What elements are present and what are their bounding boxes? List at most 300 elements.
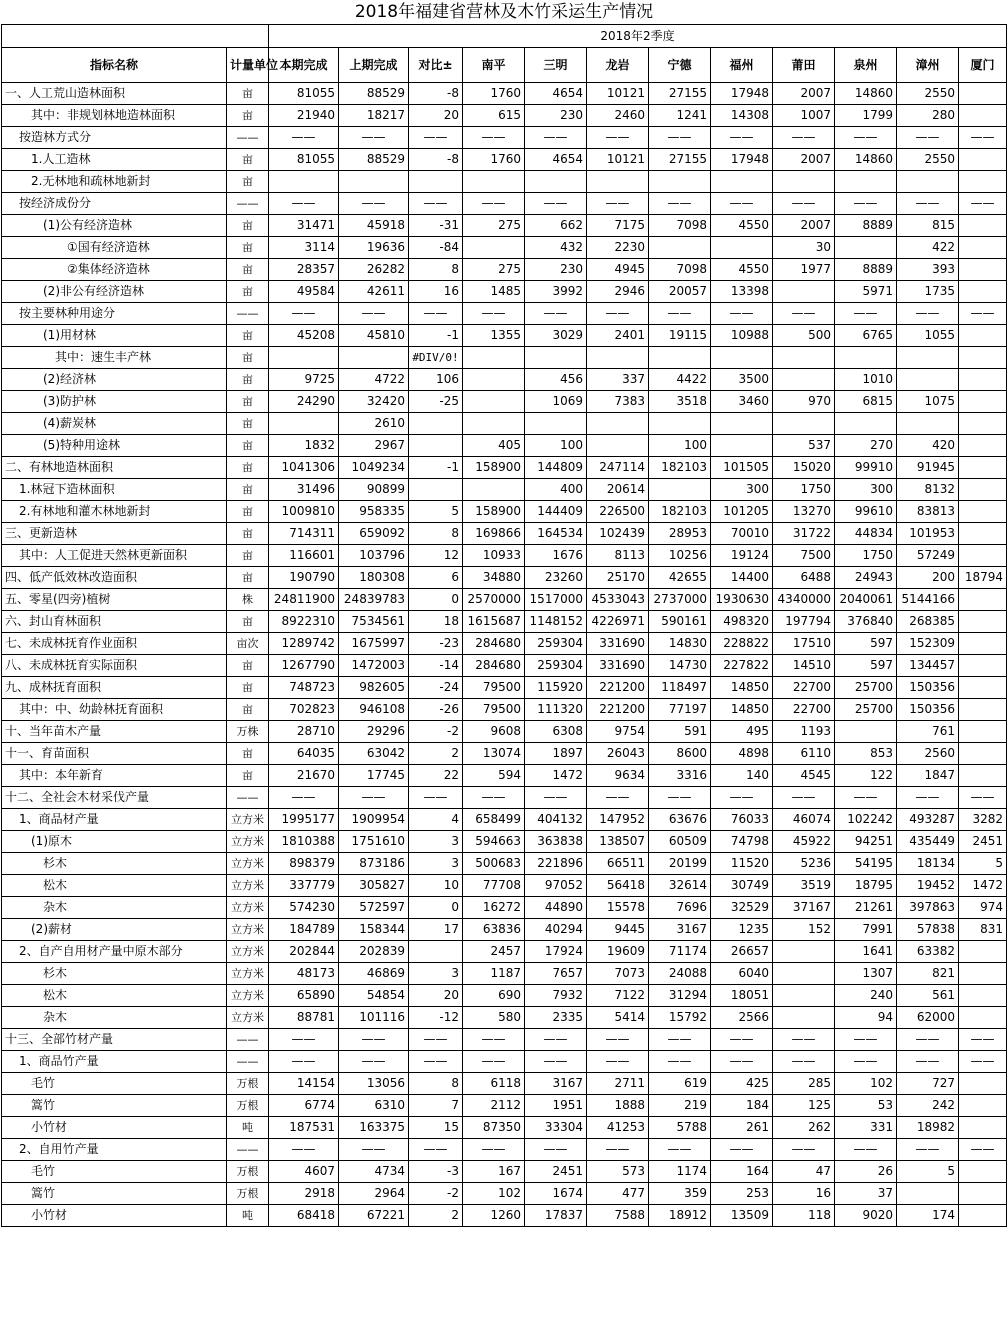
value-cell: 2566 bbox=[711, 1007, 773, 1029]
value-cell: 221200 bbox=[587, 677, 649, 699]
value-cell: 40294 bbox=[525, 919, 587, 941]
value-cell: 1641 bbox=[835, 941, 897, 963]
indicator-name: 篙竹 bbox=[2, 1183, 227, 1205]
value-cell: 337 bbox=[587, 369, 649, 391]
column-header: 宁德 bbox=[649, 48, 711, 83]
indicator-name: (1)原木 bbox=[2, 831, 227, 853]
value-cell: 3029 bbox=[525, 325, 587, 347]
unit-cell: 吨 bbox=[227, 1205, 269, 1227]
value-cell: —— bbox=[773, 127, 835, 149]
table-row bbox=[2, 941, 1007, 963]
table-row bbox=[2, 457, 1007, 479]
value-cell bbox=[463, 237, 525, 259]
value-cell bbox=[959, 501, 1007, 523]
value-cell: 7 bbox=[409, 1095, 463, 1117]
table-row bbox=[2, 193, 1007, 215]
table-row bbox=[2, 589, 1007, 611]
value-cell: 32614 bbox=[649, 875, 711, 897]
value-cell: 15578 bbox=[587, 897, 649, 919]
value-cell bbox=[959, 83, 1007, 105]
value-cell bbox=[773, 347, 835, 369]
value-cell: 1472 bbox=[525, 765, 587, 787]
table-row bbox=[2, 1183, 1007, 1205]
value-cell bbox=[959, 149, 1007, 171]
unit-cell: 亩 bbox=[227, 369, 269, 391]
value-cell: 47 bbox=[773, 1161, 835, 1183]
value-cell: 275 bbox=[463, 215, 525, 237]
value-cell: 702823 bbox=[269, 699, 339, 721]
value-cell: —— bbox=[835, 303, 897, 325]
value-cell: 6488 bbox=[773, 567, 835, 589]
unit-cell: 亩 bbox=[227, 501, 269, 523]
table-row bbox=[2, 149, 1007, 171]
value-cell: 28710 bbox=[269, 721, 339, 743]
table-row bbox=[2, 985, 1007, 1007]
value-cell: —— bbox=[525, 787, 587, 809]
value-cell: 284680 bbox=[463, 655, 525, 677]
table-row bbox=[2, 919, 1007, 941]
value-cell: 2550 bbox=[897, 149, 959, 171]
value-cell: —— bbox=[525, 193, 587, 215]
table-row bbox=[2, 1029, 1007, 1051]
value-cell: —— bbox=[897, 1051, 959, 1073]
value-cell: 261 bbox=[711, 1117, 773, 1139]
table-row bbox=[2, 479, 1007, 501]
value-cell: 2460 bbox=[587, 105, 649, 127]
value-cell: 158900 bbox=[463, 457, 525, 479]
value-cell bbox=[959, 237, 1007, 259]
value-cell: 1735 bbox=[897, 281, 959, 303]
value-cell: 25700 bbox=[835, 677, 897, 699]
value-cell bbox=[959, 721, 1007, 743]
value-cell: 54854 bbox=[339, 985, 409, 1007]
indicator-name: 四、低产低效林改造面积 bbox=[2, 567, 227, 589]
value-cell: 144809 bbox=[525, 457, 587, 479]
value-cell: 138507 bbox=[587, 831, 649, 853]
value-cell bbox=[959, 655, 1007, 677]
value-cell: 2737000 bbox=[649, 589, 711, 611]
value-cell: 24839783 bbox=[339, 589, 409, 611]
unit-cell: 亩 bbox=[227, 655, 269, 677]
value-cell: 3167 bbox=[525, 1073, 587, 1095]
value-cell: 227822 bbox=[711, 655, 773, 677]
indicator-name: 其中：中、幼龄林抚育面积 bbox=[2, 699, 227, 721]
value-cell: 22 bbox=[409, 765, 463, 787]
value-cell: 4654 bbox=[525, 83, 587, 105]
period-row bbox=[2, 25, 1007, 48]
value-cell: 14400 bbox=[711, 567, 773, 589]
value-cell: 13074 bbox=[463, 743, 525, 765]
value-cell: 13056 bbox=[339, 1073, 409, 1095]
value-cell: 1977 bbox=[773, 259, 835, 281]
unit-cell: 亩 bbox=[227, 523, 269, 545]
indicator-name: 1.林冠下造林面积 bbox=[2, 479, 227, 501]
value-cell: 3167 bbox=[649, 919, 711, 941]
value-cell: 48173 bbox=[269, 963, 339, 985]
value-cell: 974 bbox=[959, 897, 1007, 919]
value-cell: 4550 bbox=[711, 259, 773, 281]
value-cell bbox=[463, 171, 525, 193]
value-cell: 5414 bbox=[587, 1007, 649, 1029]
value-cell: -23 bbox=[409, 633, 463, 655]
unit-cell: 亩 bbox=[227, 259, 269, 281]
value-cell: 32420 bbox=[339, 391, 409, 413]
value-cell: 17 bbox=[409, 919, 463, 941]
value-cell: —— bbox=[339, 1029, 409, 1051]
value-cell: —— bbox=[587, 303, 649, 325]
value-cell: 19124 bbox=[711, 545, 773, 567]
value-cell: 6040 bbox=[711, 963, 773, 985]
value-cell bbox=[959, 611, 1007, 633]
value-cell bbox=[959, 215, 1007, 237]
value-cell: 27155 bbox=[649, 83, 711, 105]
table-row bbox=[2, 677, 1007, 699]
value-cell: 180308 bbox=[339, 567, 409, 589]
unit-cell: 吨 bbox=[227, 1117, 269, 1139]
value-cell bbox=[463, 413, 525, 435]
value-cell: 3282 bbox=[959, 809, 1007, 831]
value-cell: -12 bbox=[409, 1007, 463, 1029]
value-cell: —— bbox=[587, 1051, 649, 1073]
value-cell: 2570000 bbox=[463, 589, 525, 611]
value-cell: -8 bbox=[409, 149, 463, 171]
value-cell: 46074 bbox=[773, 809, 835, 831]
value-cell: 23260 bbox=[525, 567, 587, 589]
indicator-name: 2.无林地和疏林地新封 bbox=[2, 171, 227, 193]
value-cell bbox=[711, 435, 773, 457]
value-cell: 2550 bbox=[897, 83, 959, 105]
value-cell: 14154 bbox=[269, 1073, 339, 1095]
value-cell: 27155 bbox=[649, 149, 711, 171]
value-cell: 184789 bbox=[269, 919, 339, 941]
indicator-name: 按造林方式分 bbox=[2, 127, 227, 149]
table-row bbox=[2, 963, 1007, 985]
value-cell: 63836 bbox=[463, 919, 525, 941]
value-cell: 1847 bbox=[897, 765, 959, 787]
value-cell: 240 bbox=[835, 985, 897, 1007]
value-cell: 83813 bbox=[897, 501, 959, 523]
value-cell: 102242 bbox=[835, 809, 897, 831]
value-cell: 1750 bbox=[773, 479, 835, 501]
value-cell: 1888 bbox=[587, 1095, 649, 1117]
unit-cell: 亩 bbox=[227, 435, 269, 457]
value-cell: -1 bbox=[409, 325, 463, 347]
value-cell: 19636 bbox=[339, 237, 409, 259]
value-cell: 1069 bbox=[525, 391, 587, 413]
value-cell bbox=[409, 171, 463, 193]
value-cell: —— bbox=[339, 1139, 409, 1161]
value-cell: 29296 bbox=[339, 721, 409, 743]
value-cell: —— bbox=[711, 1139, 773, 1161]
value-cell bbox=[773, 963, 835, 985]
value-cell: 1760 bbox=[463, 149, 525, 171]
value-cell: 2007 bbox=[773, 83, 835, 105]
value-cell: 74798 bbox=[711, 831, 773, 853]
value-cell: 8113 bbox=[587, 545, 649, 567]
value-cell: 363838 bbox=[525, 831, 587, 853]
value-cell bbox=[773, 281, 835, 303]
value-cell: 144409 bbox=[525, 501, 587, 523]
value-cell: 619 bbox=[649, 1073, 711, 1095]
value-cell bbox=[959, 1205, 1007, 1227]
value-cell: 152309 bbox=[897, 633, 959, 655]
value-cell: 44834 bbox=[835, 523, 897, 545]
value-cell: 202839 bbox=[339, 941, 409, 963]
value-cell: 4340000 bbox=[773, 589, 835, 611]
value-cell bbox=[773, 1007, 835, 1029]
value-cell: 182103 bbox=[649, 501, 711, 523]
value-cell: —— bbox=[649, 1051, 711, 1073]
value-cell: 498320 bbox=[711, 611, 773, 633]
value-cell: 13270 bbox=[773, 501, 835, 523]
value-cell: —— bbox=[897, 127, 959, 149]
value-cell: 21261 bbox=[835, 897, 897, 919]
value-cell: 1615687 bbox=[463, 611, 525, 633]
indicator-name: 1、商品材产量 bbox=[2, 809, 227, 831]
value-cell: 1799 bbox=[835, 105, 897, 127]
column-header: 福州 bbox=[711, 48, 773, 83]
value-cell: 15792 bbox=[649, 1007, 711, 1029]
value-cell: 300 bbox=[835, 479, 897, 501]
value-cell: -2 bbox=[409, 721, 463, 743]
value-cell: 970 bbox=[773, 391, 835, 413]
value-cell: 2401 bbox=[587, 325, 649, 347]
table-row bbox=[2, 83, 1007, 105]
value-cell: 18794 bbox=[959, 567, 1007, 589]
value-cell: 8 bbox=[409, 259, 463, 281]
value-cell bbox=[587, 435, 649, 457]
value-cell: —— bbox=[897, 193, 959, 215]
value-cell: 8 bbox=[409, 523, 463, 545]
value-cell: 6110 bbox=[773, 743, 835, 765]
unit-cell: —— bbox=[227, 127, 269, 149]
value-cell bbox=[959, 1161, 1007, 1183]
indicator-name: 小竹材 bbox=[2, 1117, 227, 1139]
indicator-name: 六、封山育林面积 bbox=[2, 611, 227, 633]
value-cell: 164 bbox=[711, 1161, 773, 1183]
value-cell: 10988 bbox=[711, 325, 773, 347]
value-cell: —— bbox=[587, 1029, 649, 1051]
value-cell: 4422 bbox=[649, 369, 711, 391]
value-cell: 31496 bbox=[269, 479, 339, 501]
value-cell: 167 bbox=[463, 1161, 525, 1183]
table-row bbox=[2, 1095, 1007, 1117]
value-cell: 2112 bbox=[463, 1095, 525, 1117]
unit-cell: 亩 bbox=[227, 743, 269, 765]
value-cell: 28953 bbox=[649, 523, 711, 545]
value-cell: 2946 bbox=[587, 281, 649, 303]
value-cell: 393 bbox=[897, 259, 959, 281]
value-cell: —— bbox=[409, 1139, 463, 1161]
value-cell: 77197 bbox=[649, 699, 711, 721]
value-cell: 5236 bbox=[773, 853, 835, 875]
value-cell: 2335 bbox=[525, 1007, 587, 1029]
value-cell: —— bbox=[463, 193, 525, 215]
value-cell: —— bbox=[339, 193, 409, 215]
value-cell: 32529 bbox=[711, 897, 773, 919]
value-cell: 1760 bbox=[463, 83, 525, 105]
indicator-name: (2)薪材 bbox=[2, 919, 227, 941]
indicator-name: 杉木 bbox=[2, 853, 227, 875]
value-cell: 7588 bbox=[587, 1205, 649, 1227]
table-row bbox=[2, 237, 1007, 259]
value-cell: —— bbox=[711, 127, 773, 149]
value-cell bbox=[773, 369, 835, 391]
value-cell: 420 bbox=[897, 435, 959, 457]
value-cell: 33304 bbox=[525, 1117, 587, 1139]
value-cell: 20 bbox=[409, 985, 463, 1007]
table-row bbox=[2, 1073, 1007, 1095]
value-cell: 958335 bbox=[339, 501, 409, 523]
value-cell: 262 bbox=[773, 1117, 835, 1139]
value-cell: 122 bbox=[835, 765, 897, 787]
indicator-name: 松木 bbox=[2, 875, 227, 897]
value-cell: 20199 bbox=[649, 853, 711, 875]
value-cell: 1832 bbox=[269, 435, 339, 457]
table-row bbox=[2, 699, 1007, 721]
value-cell: -31 bbox=[409, 215, 463, 237]
value-cell: 49584 bbox=[269, 281, 339, 303]
value-cell: 493287 bbox=[897, 809, 959, 831]
value-cell: 4734 bbox=[339, 1161, 409, 1183]
value-cell: 853 bbox=[835, 743, 897, 765]
indicator-name: 杉木 bbox=[2, 963, 227, 985]
value-cell: 57838 bbox=[897, 919, 959, 941]
value-cell: 658499 bbox=[463, 809, 525, 831]
value-cell: 400 bbox=[525, 479, 587, 501]
value-cell: 572597 bbox=[339, 897, 409, 919]
value-cell: 152 bbox=[773, 919, 835, 941]
unit-cell: 亩 bbox=[227, 325, 269, 347]
table-row bbox=[2, 215, 1007, 237]
value-cell: 221896 bbox=[525, 853, 587, 875]
value-cell: —— bbox=[587, 1139, 649, 1161]
unit-cell: 亩 bbox=[227, 545, 269, 567]
value-cell: 9754 bbox=[587, 721, 649, 743]
value-cell: 898379 bbox=[269, 853, 339, 875]
value-cell: 16272 bbox=[463, 897, 525, 919]
value-cell bbox=[897, 347, 959, 369]
value-cell: 2040061 bbox=[835, 589, 897, 611]
value-cell: 14860 bbox=[835, 149, 897, 171]
value-cell: 76033 bbox=[711, 809, 773, 831]
value-cell: 425 bbox=[711, 1073, 773, 1095]
value-cell: 1675997 bbox=[339, 633, 409, 655]
value-cell: 20 bbox=[409, 105, 463, 127]
unit-cell: —— bbox=[227, 193, 269, 215]
value-cell: —— bbox=[409, 127, 463, 149]
value-cell bbox=[959, 743, 1007, 765]
value-cell: 580 bbox=[463, 1007, 525, 1029]
value-cell: 20057 bbox=[649, 281, 711, 303]
indicator-name: 七、未成林抚育作业面积 bbox=[2, 633, 227, 655]
value-cell: —— bbox=[649, 127, 711, 149]
value-cell: —— bbox=[339, 1051, 409, 1073]
value-cell: 2610 bbox=[339, 413, 409, 435]
value-cell: —— bbox=[897, 303, 959, 325]
value-cell: 13398 bbox=[711, 281, 773, 303]
table-row bbox=[2, 831, 1007, 853]
value-cell: 99610 bbox=[835, 501, 897, 523]
value-cell: —— bbox=[711, 193, 773, 215]
value-cell: 17924 bbox=[525, 941, 587, 963]
value-cell: 305827 bbox=[339, 875, 409, 897]
value-cell bbox=[835, 237, 897, 259]
indicator-name: 九、成林抚育面积 bbox=[2, 677, 227, 699]
unit-cell: 亩 bbox=[227, 347, 269, 369]
value-cell: 14730 bbox=[649, 655, 711, 677]
value-cell: 259304 bbox=[525, 633, 587, 655]
table-row bbox=[2, 1161, 1007, 1183]
value-cell: 46869 bbox=[339, 963, 409, 985]
value-cell: 97052 bbox=[525, 875, 587, 897]
value-cell: -84 bbox=[409, 237, 463, 259]
value-cell bbox=[463, 391, 525, 413]
value-cell: 2560 bbox=[897, 743, 959, 765]
value-cell bbox=[959, 1007, 1007, 1029]
value-cell: 8889 bbox=[835, 215, 897, 237]
value-cell: —— bbox=[835, 1029, 897, 1051]
table-row bbox=[2, 1205, 1007, 1227]
value-cell: 7500 bbox=[773, 545, 835, 567]
value-cell: 6308 bbox=[525, 721, 587, 743]
value-cell: —— bbox=[587, 127, 649, 149]
value-cell: 1075 bbox=[897, 391, 959, 413]
indicator-name: 五、零星(四旁)植树 bbox=[2, 589, 227, 611]
unit-cell: 亩 bbox=[227, 281, 269, 303]
indicator-name: (1)用材林 bbox=[2, 325, 227, 347]
value-cell: 8922310 bbox=[269, 611, 339, 633]
value-cell: —— bbox=[463, 1051, 525, 1073]
value-cell: 714311 bbox=[269, 523, 339, 545]
value-cell bbox=[835, 413, 897, 435]
value-cell: 30749 bbox=[711, 875, 773, 897]
value-cell: 44890 bbox=[525, 897, 587, 919]
value-cell bbox=[525, 413, 587, 435]
value-cell: 18051 bbox=[711, 985, 773, 1007]
value-cell: 3519 bbox=[773, 875, 835, 897]
value-cell bbox=[835, 347, 897, 369]
value-cell: 3 bbox=[409, 831, 463, 853]
table-row bbox=[2, 765, 1007, 787]
value-cell: 158900 bbox=[463, 501, 525, 523]
column-header: 莆田 bbox=[773, 48, 835, 83]
indicator-name: 十二、全社会木材采伐产量 bbox=[2, 787, 227, 809]
value-cell: —— bbox=[649, 787, 711, 809]
value-cell: 19115 bbox=[649, 325, 711, 347]
value-cell: 70010 bbox=[711, 523, 773, 545]
value-cell bbox=[773, 171, 835, 193]
value-cell: 31471 bbox=[269, 215, 339, 237]
value-cell: 4945 bbox=[587, 259, 649, 281]
value-cell: 4607 bbox=[269, 1161, 339, 1183]
value-cell: 22700 bbox=[773, 699, 835, 721]
value-cell: 88529 bbox=[339, 149, 409, 171]
column-header: 龙岩 bbox=[587, 48, 649, 83]
value-cell: —— bbox=[711, 1029, 773, 1051]
value-cell: —— bbox=[649, 303, 711, 325]
value-cell: 1041306 bbox=[269, 457, 339, 479]
value-cell: 14850 bbox=[711, 699, 773, 721]
value-cell: —— bbox=[269, 1029, 339, 1051]
indicator-name: 篙竹 bbox=[2, 1095, 227, 1117]
value-cell: 17510 bbox=[773, 633, 835, 655]
table-row bbox=[2, 259, 1007, 281]
value-cell: 1148152 bbox=[525, 611, 587, 633]
indicator-name: (3)防护林 bbox=[2, 391, 227, 413]
value-cell: 6118 bbox=[463, 1073, 525, 1095]
value-cell: —— bbox=[835, 193, 897, 215]
